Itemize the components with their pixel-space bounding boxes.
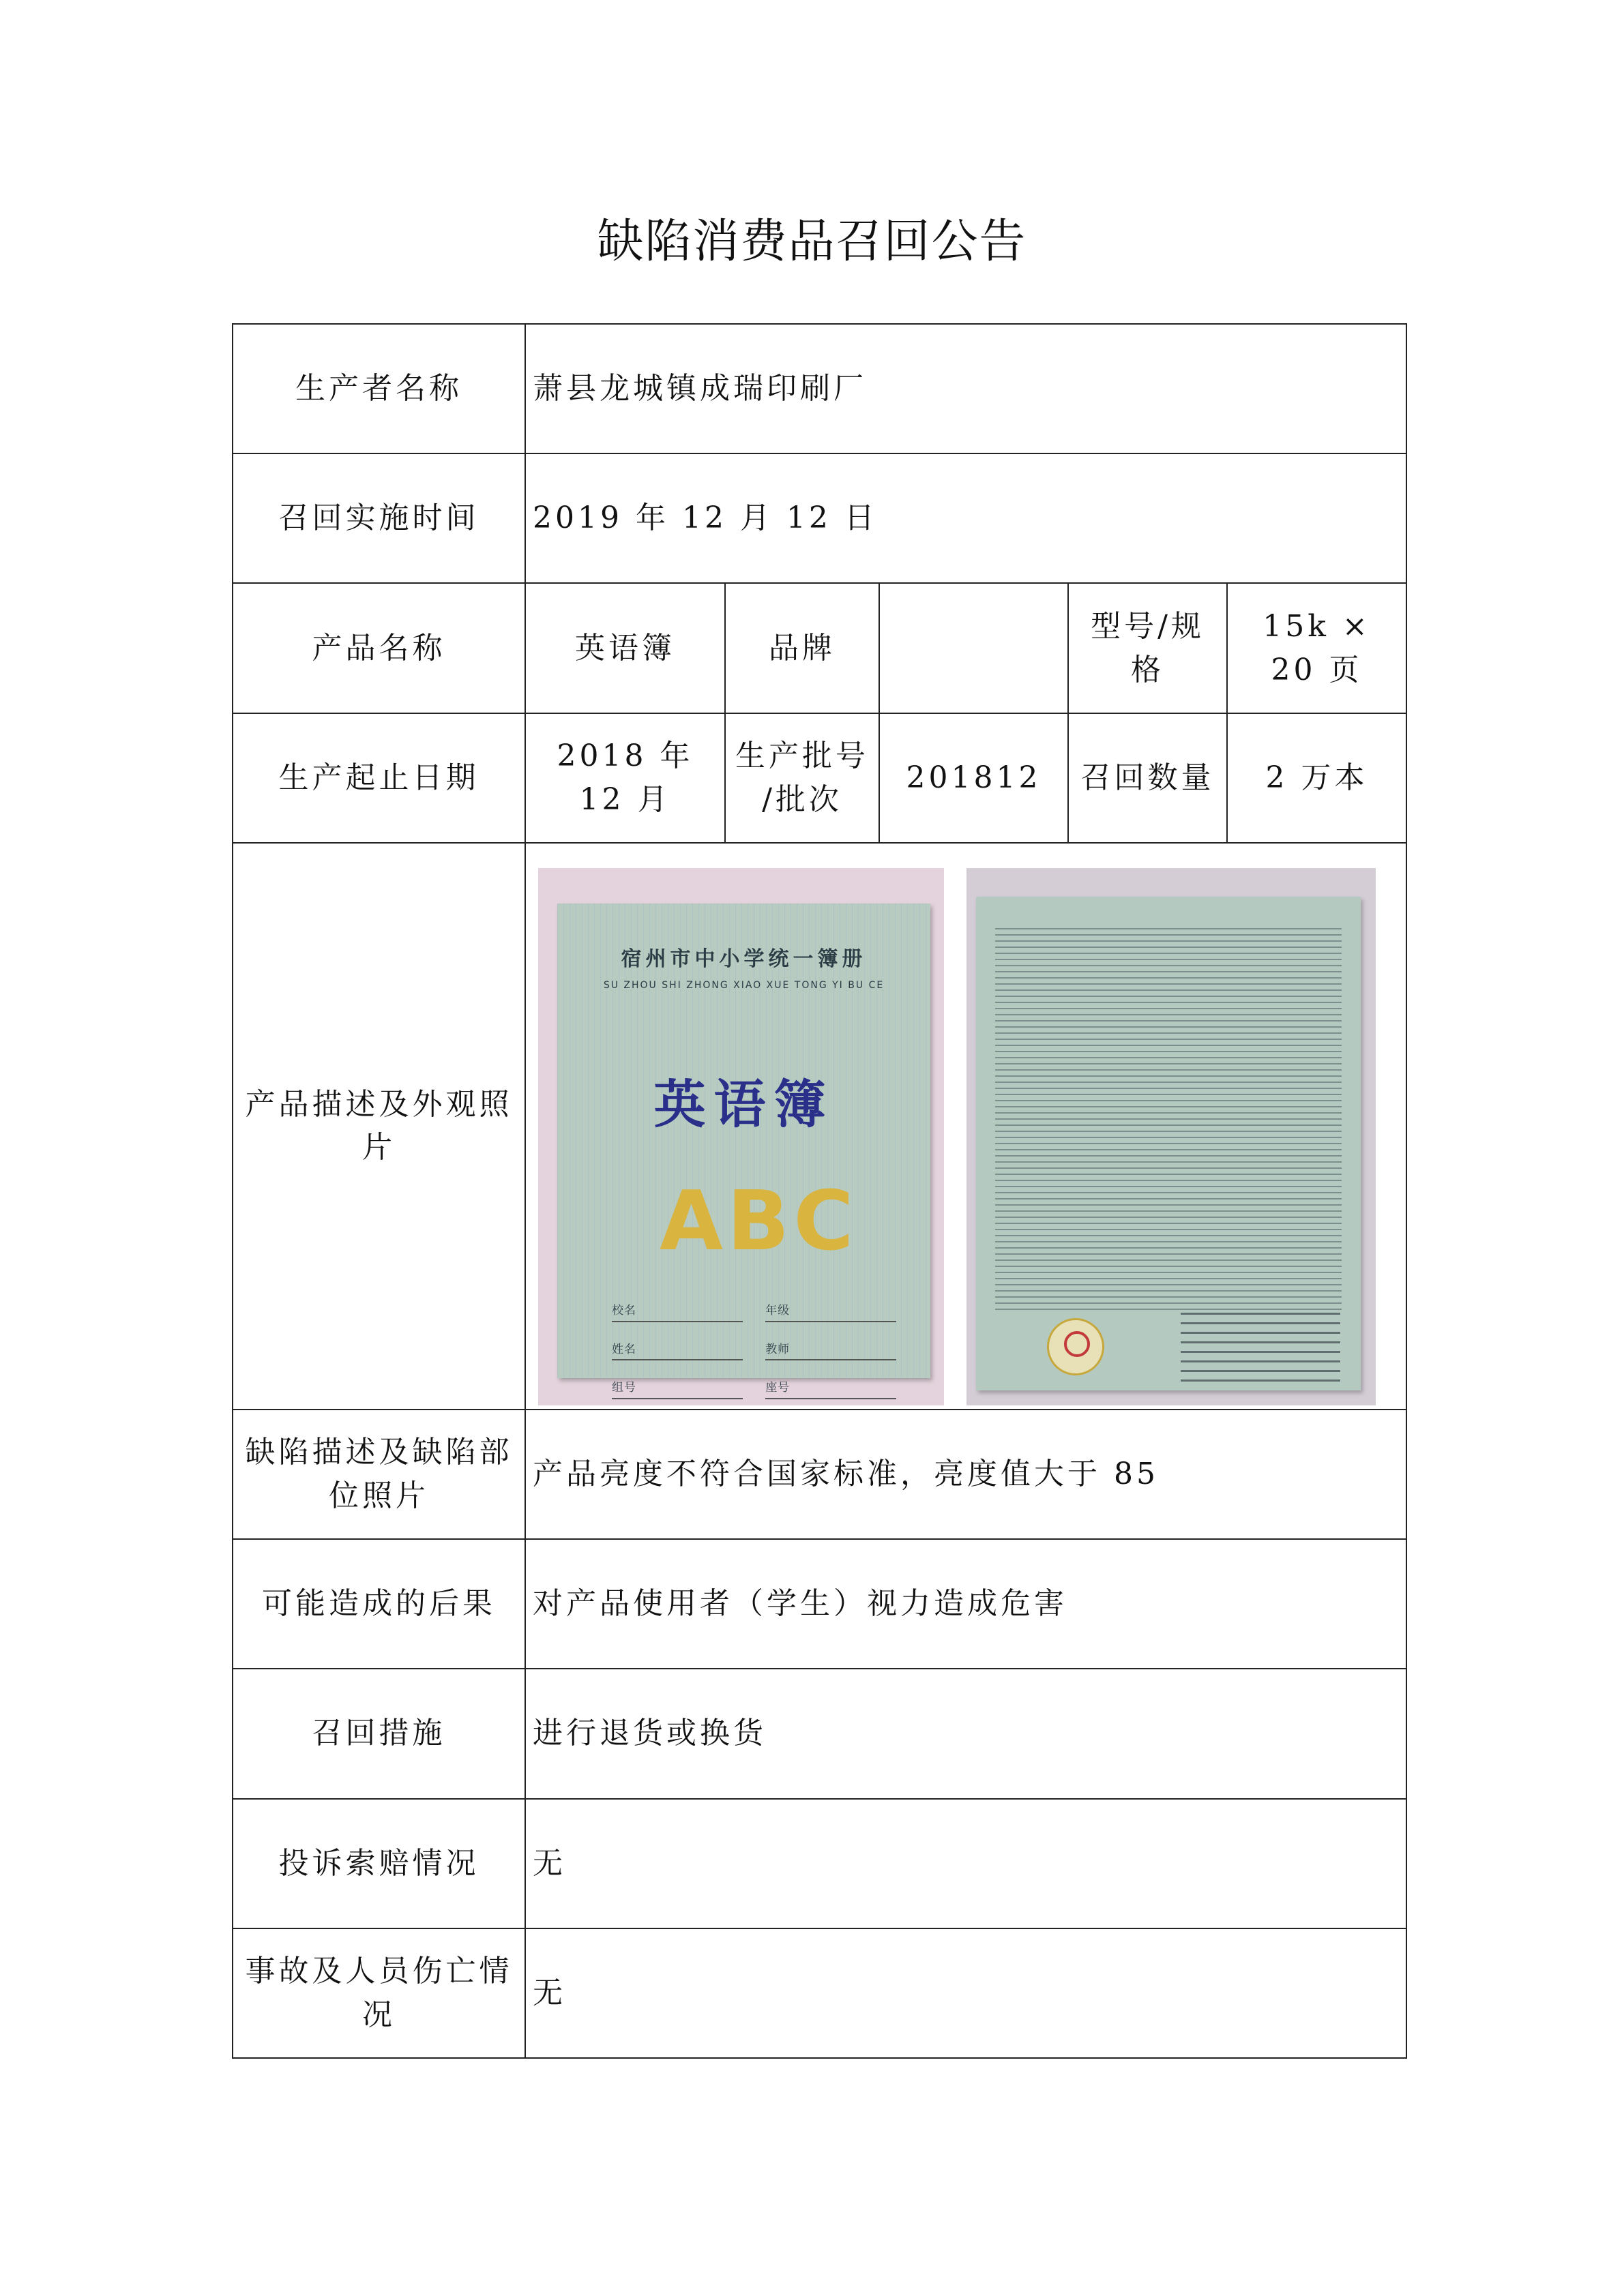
consequence-row xyxy=(233,1539,1406,1669)
page-title: 缺陷消费品召回公告 xyxy=(597,215,1027,269)
notebook-back xyxy=(976,897,1361,1390)
recall-date-value: 2019 年 12 月 12 日 xyxy=(525,453,1406,583)
notebook-cover xyxy=(557,904,930,1395)
cover-book-title: 英语簿 xyxy=(653,1073,834,1135)
brand-label: 品牌 xyxy=(725,583,879,713)
model-value: 15k × 20 页 xyxy=(1227,583,1406,713)
cover-school-text: 宿州市中小学统一簿册 xyxy=(621,946,867,971)
quantity-label: 召回数量 xyxy=(1068,713,1227,843)
manufacturer-label: 生产者名称 xyxy=(233,324,525,453)
product-row xyxy=(233,583,1406,713)
production-date-label: 生产起止日期 xyxy=(233,713,525,843)
cover-field-group: 组号 xyxy=(612,1380,743,1399)
defect-label: 缺陷描述及缺陷部位照片 xyxy=(233,1410,525,1539)
complaints-label: 投诉索赔情况 xyxy=(233,1799,525,1928)
batch-value: 201812 xyxy=(879,713,1068,843)
seal-icon xyxy=(1047,1318,1104,1375)
accidents-value: 无 xyxy=(525,1928,1406,2058)
manufacturer-value: 萧县龙城镇成瑞印刷厂 xyxy=(525,324,1406,453)
batch-label: 生产批号 /批次 xyxy=(725,713,879,843)
complaints-row xyxy=(233,1799,1406,1928)
measures-label: 召回措施 xyxy=(233,1669,525,1798)
manufacturer-row xyxy=(233,324,1406,453)
cover-field-school: 校名 xyxy=(612,1302,743,1322)
photos-row xyxy=(233,843,1406,1410)
measures-value: 进行退货或换货 xyxy=(525,1669,1406,1798)
back-cover-photo xyxy=(966,868,1376,1405)
back-text-block xyxy=(995,928,1342,1310)
recall-date-label: 召回实施时间 xyxy=(233,453,525,583)
accidents-row xyxy=(233,1928,1406,2058)
cover-fields xyxy=(612,1302,896,1410)
front-cover-photo xyxy=(538,868,944,1405)
accidents-label: 事故及人员伤亡情况 xyxy=(233,1928,525,2058)
back-info-box xyxy=(1181,1313,1340,1388)
measures-row xyxy=(233,1669,1406,1798)
photos-label: 产品描述及外观照片 xyxy=(233,843,525,1410)
cover-field-teacher: 教师 xyxy=(765,1341,896,1361)
complaints-value: 无 xyxy=(525,1799,1406,1928)
defect-row xyxy=(233,1410,1406,1539)
cover-field-grade: 年级 xyxy=(765,1302,896,1322)
consequence-value: 对产品使用者（学生）视力造成危害 xyxy=(525,1539,1406,1669)
cover-abc-letters: ABC xyxy=(660,1174,858,1269)
recall-table xyxy=(232,323,1407,2059)
cover-pinyin-text: SU ZHOU SHI ZHONG XIAO XUE TONG YI BU CE xyxy=(603,979,885,991)
production-row xyxy=(233,713,1406,843)
quantity-value: 2 万本 xyxy=(1227,713,1406,843)
cover-field-name: 姓名 xyxy=(612,1341,743,1361)
consequence-label: 可能造成的后果 xyxy=(233,1539,525,1669)
production-date-value: 2018 年 12 月 xyxy=(525,713,725,843)
defect-value: 产品亮度不符合国家标准，亮度值大于 85 xyxy=(525,1410,1406,1539)
product-value: 英语簿 xyxy=(525,583,725,713)
photos-cell xyxy=(525,843,1406,1410)
model-label: 型号/规格 xyxy=(1068,583,1227,713)
product-label: 产品名称 xyxy=(233,583,525,713)
brand-value xyxy=(879,583,1068,713)
recall-date-row xyxy=(233,453,1406,583)
cover-field-seat: 座号 xyxy=(765,1380,896,1399)
